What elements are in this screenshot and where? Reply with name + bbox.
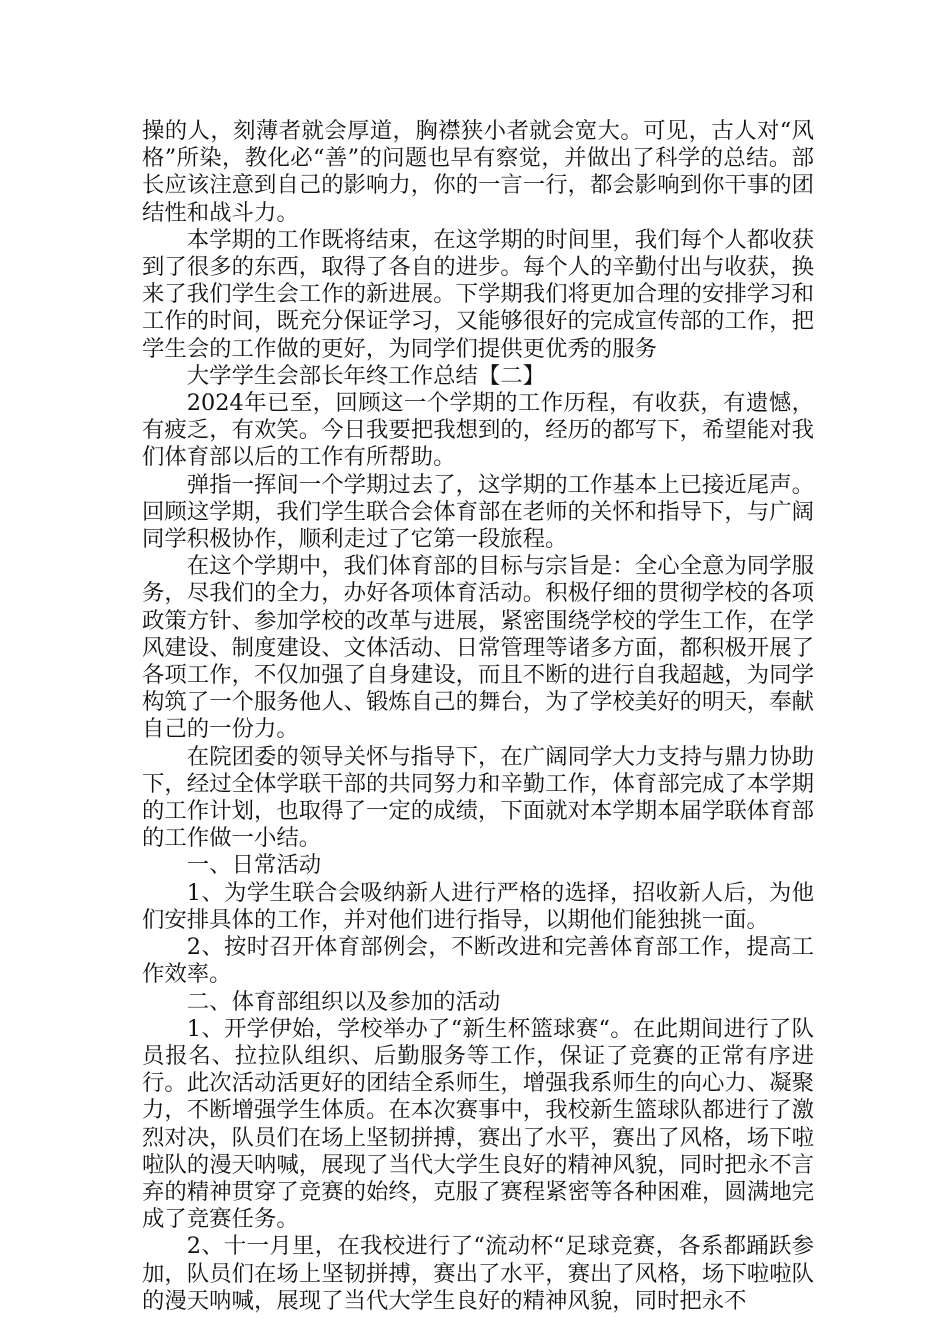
paragraph-review: 弹指一挥间一个学期过去了，这学期的工作基本上已接近尾声。回顾这学期，我们学生联合会体育部在老师的关怀和指导下，与广阔同学积极协作，顺利走过了它第一段旅程。 [142, 471, 814, 553]
list-item-football: 2、十一月里，在我校进行了“流动杯“足球竞赛，各系都踊跃参加，队员们在场上坚韧拼搏，赛出了水平，赛出了风格，场下啦啦队的漫天呐喊，展现了当代大学生良好的精神风貌，同时把永不 [142, 1233, 814, 1314]
document-body [142, 118, 814, 1315]
list-item-basketball: 1、开学伊始，学校举办了“新生杯篮球赛“。在此期间进行了队员报名、拉拉队组织、后勤服务等工作，保证了竞赛的正常有序进行。此次活动活更好的团结全系师生，增强我系师生的向心力、凝聚力，不断增强学生体质。在本次赛事中，我校新生篮球队都进行了激烈对决，队员们在场上坚韧拼搏，赛出了水平，赛出了风格，场下啦啦队的漫天呐喊，展现了当代大学生良好的精神风貌，同时把永不言弃的精神贯穿了竞赛的始终，克服了赛程紧密等各种困难，圆满地完成了竞赛任务。 [142, 1015, 814, 1233]
paragraph-semester-summary: 本学期的工作既将结束，在这学期的时间里，我们每个人都收获到了很多的东西，取得了各自的进步。每个人的辛勤付出与收获，换来了我们学生会工作的新进展。下学期我们将更加合理的安排学习和工作的时间，既充分保证学习，又能够很好的完成宣传部的工作，把学生会的工作做的更好，为同学们提供更优秀的服务 [142, 226, 814, 362]
subheading-organized-activities: 二、体育部组织以及参加的活动 [186, 988, 501, 1015]
paragraph-achievements: 在院团委的领导关怀与指导下，在广阔同学大力支持与鼎力协助下，经过全体学联干部的共同努力和辛勤工作，体育部完成了本学期的工作计划，也取得了一定的成绩，下面就对本学期本届学联体育部的工作做一小结。 [142, 743, 814, 852]
section-heading-two: 大学学生会部长年终工作总结【二】 [186, 362, 546, 389]
subheading-daily-activities: 一、日常活动 [186, 852, 322, 879]
paragraph-intro: 2024年已至，回顾这一个学期的工作历程，有收获，有遗憾，有疲乏，有欢笑。今日我要把我想到的，经历的都写下，希望能对我们体育部以后的工作有所帮助。 [142, 390, 814, 471]
list-item-meetings: 2、按时召开体育部例会，不断改进和完善体育部工作，提高工作效率。 [142, 934, 814, 988]
paragraph-continued: 操的人，刻薄者就会厚道，胸襟狭小者就会宽大。可见，古人对“风格”所染，教化必“善”的问题也早有察觉，并做出了科学的总结。部长应该注意到自己的影响力，你的一言一行，都会影响到你干事的团结性和战斗力。 [142, 118, 814, 226]
list-item-recruitment: 1、为学生联合会吸纳新人进行严格的选择，招收新人后，为他们安排具体的工作，并对他们进行指导，以期他们能独挑一面。 [142, 879, 814, 933]
paragraph-goals: 在这个学期中，我们体育部的目标与宗旨是：全心全意为同学服务，尽我们的全力，办好各项体育活动。积极仔细的贯彻学校的各项政策方针、参加学校的改革与进展，紧密围绕学校的学生工作，在学风建设、制度建设、文体活动、日常管理等诸多方面，都积极开展了各项工作，不仅加强了自身建设，而且不断的进行自我超越，为同学构筑了一个服务他人、锻炼自己的舞台，为了学校美好的明天，奉献自己的一份力。 [142, 553, 814, 743]
